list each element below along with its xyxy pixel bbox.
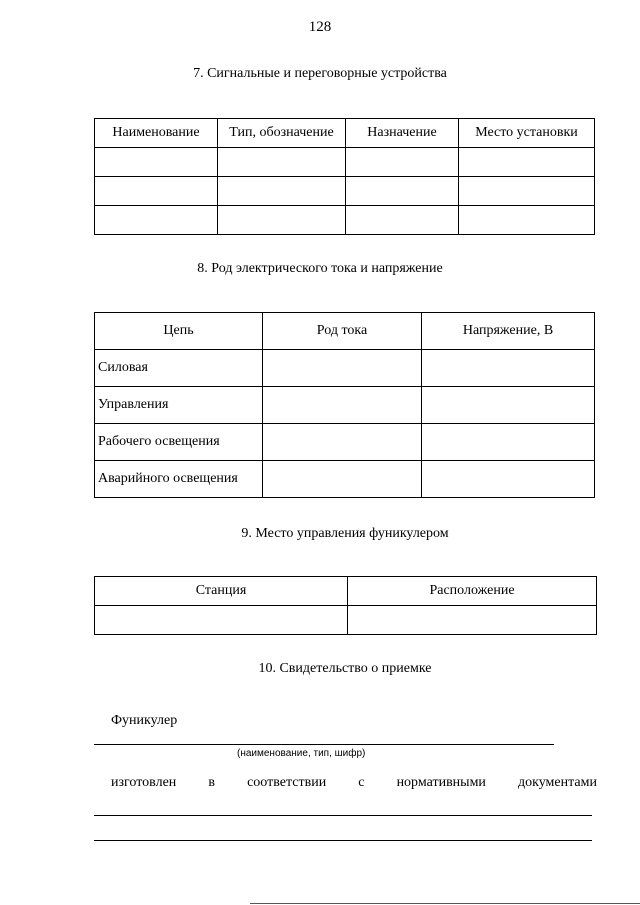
word: документами <box>518 775 597 790</box>
header-current-type: Род тока <box>263 313 422 350</box>
documents-fill-line-2[interactable] <box>94 840 592 841</box>
circuit-label: Силовая <box>95 350 263 387</box>
table-row <box>95 177 595 206</box>
table-cell[interactable] <box>218 206 346 235</box>
table-cell[interactable] <box>459 206 595 235</box>
table-cell[interactable] <box>95 206 218 235</box>
current-voltage-table <box>94 312 595 498</box>
table-cell[interactable] <box>346 206 459 235</box>
table-cell[interactable] <box>348 606 597 635</box>
word: с <box>358 775 365 790</box>
word: в <box>208 775 215 790</box>
header-location: Место установки <box>459 119 595 148</box>
table-header-row <box>95 577 597 606</box>
table-row <box>95 350 595 387</box>
table-cell[interactable] <box>95 148 218 177</box>
manufactured-text <box>111 775 597 791</box>
table-cell[interactable] <box>346 177 459 206</box>
page-number: 128 <box>308 19 332 35</box>
circuit-label: Рабочего освещения <box>95 424 263 461</box>
table-cell[interactable] <box>263 461 422 498</box>
header-circuit: Цепь <box>95 313 263 350</box>
table-cell[interactable] <box>459 177 595 206</box>
table-cell[interactable] <box>422 424 595 461</box>
header-name: Наименование <box>95 119 218 148</box>
bottom-edge-line <box>250 903 640 904</box>
table-cell[interactable] <box>422 461 595 498</box>
table-row <box>95 148 595 177</box>
signal-devices-table <box>94 118 595 235</box>
funicular-fill-line[interactable] <box>94 744 554 745</box>
header-purpose: Назначение <box>346 119 459 148</box>
header-type: Тип, обозначение <box>218 119 346 148</box>
funicular-label: Фуникулер <box>111 713 178 728</box>
table-cell[interactable] <box>263 350 422 387</box>
circuit-label: Аварийного освещения <box>95 461 263 498</box>
word: соответствии <box>247 775 327 790</box>
table-cell[interactable] <box>422 350 595 387</box>
control-location-table <box>94 576 597 635</box>
circuit-label: Управления <box>95 387 263 424</box>
table-cell[interactable] <box>263 424 422 461</box>
section-9-title: 9. Место управления фуникулером <box>241 526 449 541</box>
table-cell[interactable] <box>95 606 348 635</box>
funicular-caption: (наименование, тип, шифр) <box>237 748 366 759</box>
table-row <box>95 461 595 498</box>
table-header-row <box>95 119 595 148</box>
documents-fill-line-1[interactable] <box>94 815 592 816</box>
table-row <box>95 606 597 635</box>
table-cell[interactable] <box>459 148 595 177</box>
table-header-row <box>95 313 595 350</box>
section-7-title: 7. Сигнальные и переговорные устройства <box>193 66 447 81</box>
table-cell[interactable] <box>218 177 346 206</box>
header-placement: Расположение <box>348 577 597 606</box>
table-cell[interactable] <box>263 387 422 424</box>
table-row <box>95 206 595 235</box>
table-cell[interactable] <box>218 148 346 177</box>
word: нормативными <box>396 775 486 790</box>
section-10-title: 10. Свидетельство о приемке <box>258 661 432 676</box>
table-cell[interactable] <box>422 387 595 424</box>
table-cell[interactable] <box>95 177 218 206</box>
header-voltage: Напряжение, В <box>422 313 595 350</box>
table-row <box>95 387 595 424</box>
header-station: Станция <box>95 577 348 606</box>
word: изготовлен <box>111 775 177 790</box>
table-row <box>95 424 595 461</box>
section-8-title: 8. Род электрического тока и напряжение <box>197 261 443 276</box>
table-cell[interactable] <box>346 148 459 177</box>
